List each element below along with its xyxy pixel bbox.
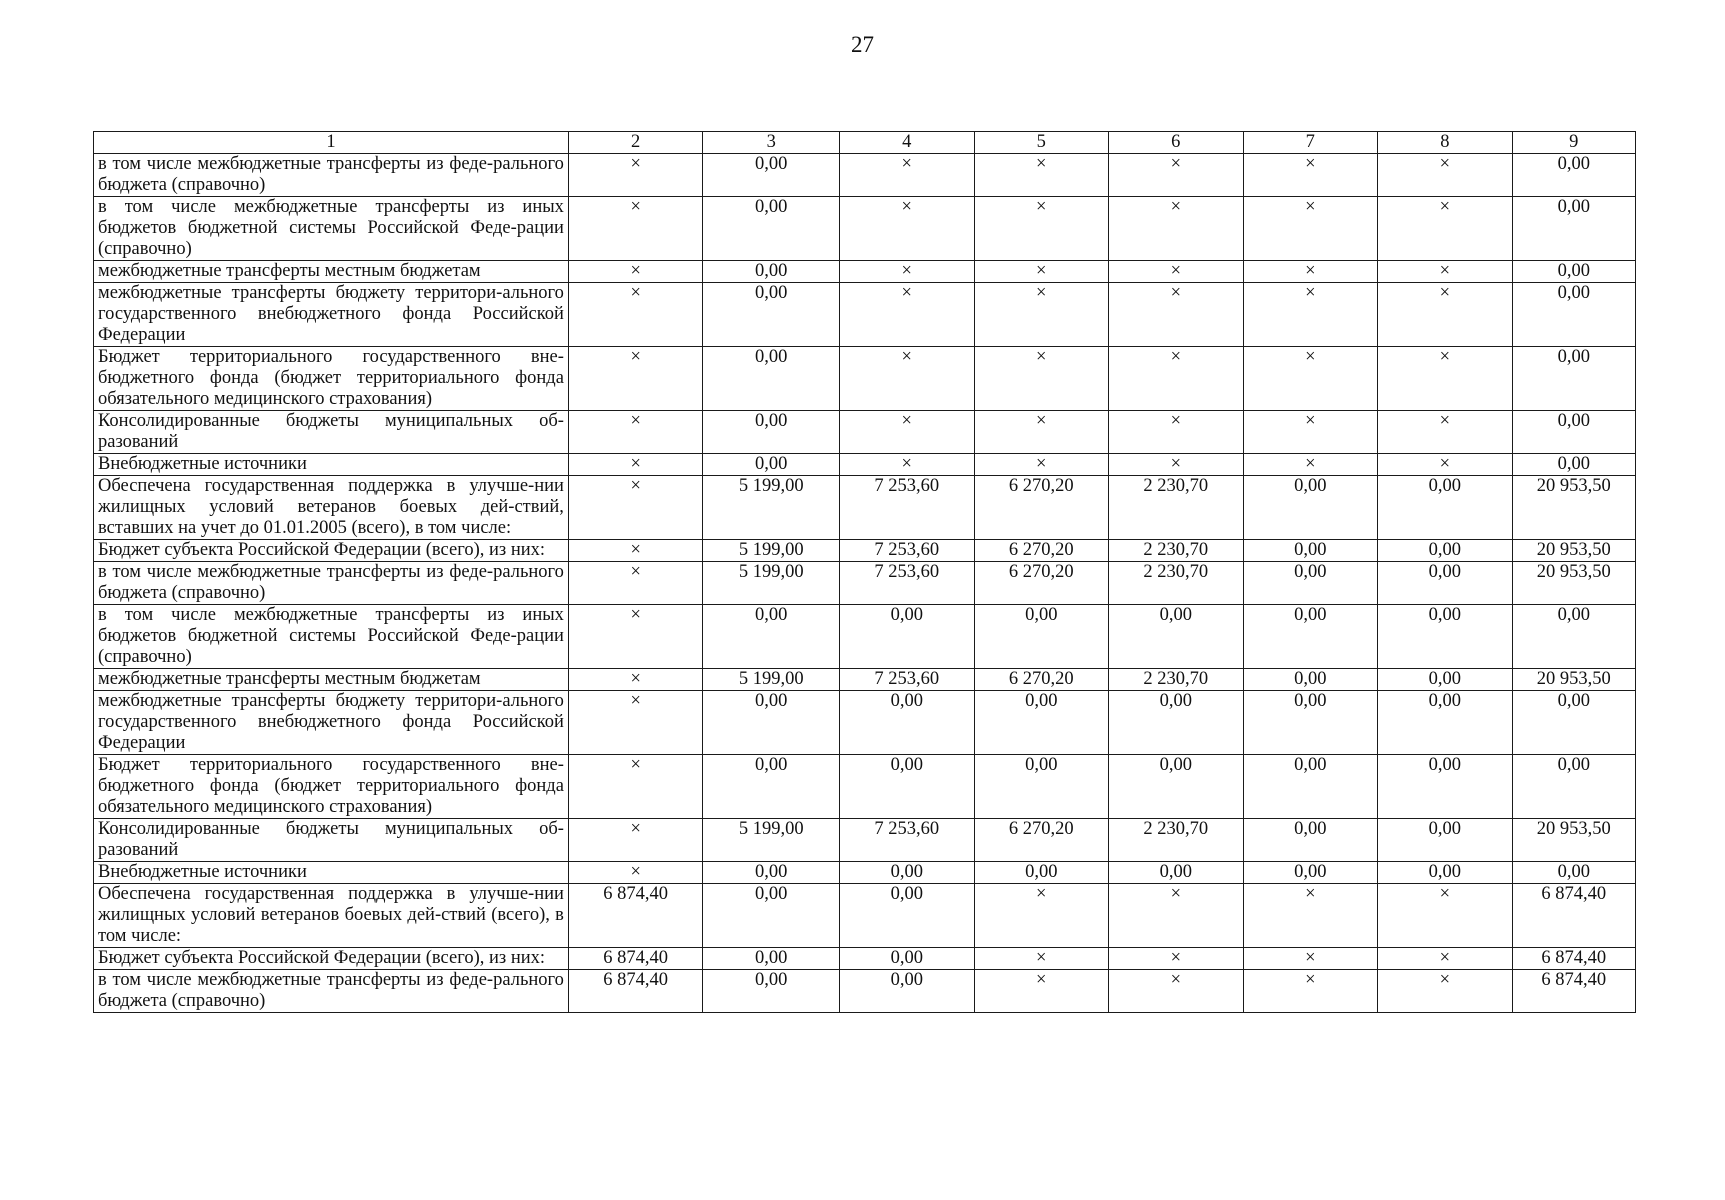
value-cell: × <box>974 283 1109 347</box>
value-cell: 0,00 <box>703 691 840 755</box>
value-cell: × <box>1378 197 1513 261</box>
value-cell: 0,00 <box>1109 605 1244 669</box>
table-row <box>94 411 1636 454</box>
value-cell: × <box>1378 347 1513 411</box>
value-cell: × <box>840 261 975 283</box>
table-row <box>94 970 1636 1013</box>
value-cell: × <box>1378 411 1513 454</box>
value-cell: 0,00 <box>840 691 975 755</box>
value-cell: 6 270,20 <box>974 669 1109 691</box>
table-row <box>94 755 1636 819</box>
row-label: Внебюджетные источники <box>94 454 569 476</box>
value-cell: × <box>1243 347 1378 411</box>
value-cell: 0,00 <box>1109 862 1244 884</box>
value-cell: × <box>974 411 1109 454</box>
value-cell: × <box>840 411 975 454</box>
table-row <box>94 454 1636 476</box>
table-row <box>94 283 1636 347</box>
value-cell: 0,00 <box>1109 755 1244 819</box>
value-cell: × <box>1243 948 1378 970</box>
value-cell: 0,00 <box>974 691 1109 755</box>
table-row <box>94 154 1636 197</box>
value-cell: × <box>568 411 703 454</box>
table-row <box>94 884 1636 948</box>
table-row <box>94 862 1636 884</box>
value-cell: 0,00 <box>1512 261 1635 283</box>
header-cell: 8 <box>1378 132 1513 154</box>
page-number: 27 <box>851 32 874 57</box>
value-cell: 0,00 <box>1243 669 1378 691</box>
value-cell: 0,00 <box>1243 540 1378 562</box>
value-cell: × <box>1109 283 1244 347</box>
value-cell: 0,00 <box>1512 347 1635 411</box>
row-label: в том числе межбюджетные трансферты из феде-рального бюджета (справочно) <box>94 562 569 605</box>
value-cell: 0,00 <box>1378 605 1513 669</box>
value-cell: × <box>840 347 975 411</box>
value-cell: 0,00 <box>703 347 840 411</box>
header-cell: 7 <box>1243 132 1378 154</box>
value-cell: × <box>1378 283 1513 347</box>
header-cell: 2 <box>568 132 703 154</box>
value-cell: × <box>568 605 703 669</box>
value-cell: 7 253,60 <box>840 819 975 862</box>
value-cell: × <box>1243 197 1378 261</box>
value-cell: × <box>1109 970 1244 1013</box>
value-cell: 5 199,00 <box>703 562 840 605</box>
header-cell: 5 <box>974 132 1109 154</box>
value-cell: 0,00 <box>1512 755 1635 819</box>
value-cell: 0,00 <box>840 948 975 970</box>
value-cell: 0,00 <box>1109 691 1244 755</box>
value-cell: 7 253,60 <box>840 669 975 691</box>
value-cell: × <box>1109 197 1244 261</box>
header-cell: 3 <box>703 132 840 154</box>
value-cell: × <box>1109 884 1244 948</box>
table-row <box>94 948 1636 970</box>
value-cell: × <box>568 540 703 562</box>
value-cell: × <box>974 154 1109 197</box>
value-cell: 0,00 <box>840 755 975 819</box>
value-cell: 0,00 <box>1378 819 1513 862</box>
table-row <box>94 197 1636 261</box>
header-cell: 6 <box>1109 132 1244 154</box>
value-cell: 20 953,50 <box>1512 669 1635 691</box>
value-cell: 20 953,50 <box>1512 562 1635 605</box>
value-cell: 6 270,20 <box>974 476 1109 540</box>
value-cell: × <box>1378 948 1513 970</box>
value-cell: × <box>840 197 975 261</box>
value-cell: 2 230,70 <box>1109 562 1244 605</box>
row-label: Бюджет территориального государственного вне-бюджетного фонда (бюджет территориального фонда обязательного медицинского страхования) <box>94 755 569 819</box>
value-cell: 0,00 <box>1512 411 1635 454</box>
value-cell: 0,00 <box>703 970 840 1013</box>
value-cell: 0,00 <box>1243 691 1378 755</box>
value-cell: 0,00 <box>1512 862 1635 884</box>
value-cell: 6 874,40 <box>568 884 703 948</box>
value-cell: × <box>568 347 703 411</box>
table-row <box>94 347 1636 411</box>
table-row <box>94 476 1636 540</box>
row-label: межбюджетные трансферты бюджету территори-ального государственного внебюджетного фонда Российской Федерации <box>94 691 569 755</box>
value-cell: 6 874,40 <box>1512 970 1635 1013</box>
value-cell: × <box>568 283 703 347</box>
value-cell: × <box>568 819 703 862</box>
value-cell: 2 230,70 <box>1109 540 1244 562</box>
value-cell: × <box>1109 347 1244 411</box>
header-cell: 9 <box>1512 132 1635 154</box>
budget-table <box>93 131 1636 1013</box>
row-label: Обеспечена государственная поддержка в улучше-нии жилищных условий ветеранов боевых дей-ствий (всего), в том числе: <box>94 884 569 948</box>
value-cell: 0,00 <box>1378 691 1513 755</box>
value-cell: 5 199,00 <box>703 476 840 540</box>
row-label: Консолидированные бюджеты муниципальных об-разований <box>94 411 569 454</box>
value-cell: 20 953,50 <box>1512 540 1635 562</box>
value-cell: 0,00 <box>703 197 840 261</box>
value-cell: × <box>974 948 1109 970</box>
table-row <box>94 691 1636 755</box>
value-cell: × <box>974 884 1109 948</box>
value-cell: 0,00 <box>1378 562 1513 605</box>
value-cell: 0,00 <box>840 862 975 884</box>
table-body <box>94 132 1636 1013</box>
value-cell: × <box>568 476 703 540</box>
value-cell: × <box>1109 411 1244 454</box>
header-cell: 4 <box>840 132 975 154</box>
value-cell: 0,00 <box>1378 862 1513 884</box>
value-cell: × <box>1243 283 1378 347</box>
row-label: в том числе межбюджетные трансферты из феде-рального бюджета (справочно) <box>94 970 569 1013</box>
value-cell: 0,00 <box>1512 154 1635 197</box>
value-cell: 6 270,20 <box>974 819 1109 862</box>
row-label: межбюджетные трансферты местным бюджетам <box>94 261 569 283</box>
value-cell: 2 230,70 <box>1109 669 1244 691</box>
value-cell: 2 230,70 <box>1109 819 1244 862</box>
value-cell: × <box>568 691 703 755</box>
table-row <box>94 605 1636 669</box>
value-cell: × <box>840 154 975 197</box>
value-cell: 0,00 <box>974 862 1109 884</box>
value-cell: 0,00 <box>1378 540 1513 562</box>
value-cell: × <box>568 669 703 691</box>
value-cell: × <box>568 862 703 884</box>
row-label: межбюджетные трансферты местным бюджетам <box>94 669 569 691</box>
value-cell: 6 270,20 <box>974 562 1109 605</box>
value-cell: 0,00 <box>840 605 975 669</box>
value-cell: × <box>1243 884 1378 948</box>
value-cell: × <box>568 154 703 197</box>
value-cell: × <box>1109 261 1244 283</box>
row-label: в том числе межбюджетные трансферты из феде-ральнoго бюджета (справочно) <box>94 154 569 197</box>
value-cell: 0,00 <box>703 411 840 454</box>
value-cell: × <box>1378 154 1513 197</box>
value-cell: × <box>1378 884 1513 948</box>
row-label: в том числе межбюджетные трансферты из иных бюджетов бюджетной системы Российской Феде-рации (справочно) <box>94 605 569 669</box>
value-cell: × <box>1243 411 1378 454</box>
value-cell: 0,00 <box>1243 476 1378 540</box>
value-cell: 0,00 <box>1243 562 1378 605</box>
value-cell: 0,00 <box>703 454 840 476</box>
value-cell: 6 874,40 <box>1512 948 1635 970</box>
value-cell: × <box>974 454 1109 476</box>
value-cell: 0,00 <box>1378 755 1513 819</box>
value-cell: 0,00 <box>1243 862 1378 884</box>
value-cell: 6 874,40 <box>568 948 703 970</box>
value-cell: 7 253,60 <box>840 562 975 605</box>
row-label: Бюджет субъекта Российской Федерации (всего), из них: <box>94 948 569 970</box>
value-cell: 0,00 <box>1243 605 1378 669</box>
value-cell: 0,00 <box>703 884 840 948</box>
row-label: Бюджет субъекта Российской Федерации (всего), из них: <box>94 540 569 562</box>
value-cell: 20 953,50 <box>1512 476 1635 540</box>
value-cell: 0,00 <box>703 154 840 197</box>
value-cell: × <box>1243 454 1378 476</box>
value-cell: × <box>1243 970 1378 1013</box>
value-cell: × <box>568 454 703 476</box>
row-label: Консолидированные бюджеты муниципальных об-разований <box>94 819 569 862</box>
value-cell: 0,00 <box>1243 819 1378 862</box>
value-cell: 6 874,40 <box>568 970 703 1013</box>
value-cell: × <box>1243 154 1378 197</box>
value-cell: 0,00 <box>1243 755 1378 819</box>
table-row <box>94 669 1636 691</box>
row-label: Бюджет территориального государственного вне-бюджетного фонда (бюджет территориального фонда обязательного медицинского страхования) <box>94 347 569 411</box>
value-cell: 7 253,60 <box>840 476 975 540</box>
value-cell: 0,00 <box>1378 476 1513 540</box>
value-cell: × <box>568 562 703 605</box>
value-cell: 0,00 <box>840 970 975 1013</box>
value-cell: 5 199,00 <box>703 669 840 691</box>
value-cell: 0,00 <box>1512 691 1635 755</box>
header-cell: 1 <box>94 132 569 154</box>
value-cell: 0,00 <box>703 948 840 970</box>
table-row <box>94 261 1636 283</box>
value-cell: 7 253,60 <box>840 540 975 562</box>
value-cell: 0,00 <box>1512 283 1635 347</box>
value-cell: 0,00 <box>703 283 840 347</box>
value-cell: × <box>1109 154 1244 197</box>
value-cell: 0,00 <box>1512 605 1635 669</box>
value-cell: 5 199,00 <box>703 819 840 862</box>
value-cell: × <box>974 347 1109 411</box>
value-cell: 0,00 <box>703 605 840 669</box>
value-cell: × <box>568 755 703 819</box>
value-cell: 2 230,70 <box>1109 476 1244 540</box>
row-label: Обеспечена государственная поддержка в улучше-нии жилищных условий ветеранов боевых дей-ствий, вставших на учет до 01.01.2005 (всего), в том числе: <box>94 476 569 540</box>
value-cell: 0,00 <box>703 862 840 884</box>
value-cell: 6 270,20 <box>974 540 1109 562</box>
value-cell: 0,00 <box>974 755 1109 819</box>
value-cell: × <box>840 283 975 347</box>
value-cell: × <box>974 261 1109 283</box>
value-cell: 0,00 <box>703 261 840 283</box>
row-label: в том числе межбюджетные трансферты из иных бюджетов бюджетной системы Российской Феде-рации (справочно) <box>94 197 569 261</box>
table-row <box>94 562 1636 605</box>
value-cell: 6 874,40 <box>1512 884 1635 948</box>
value-cell: 0,00 <box>1512 454 1635 476</box>
table-row <box>94 540 1636 562</box>
value-cell: × <box>1109 454 1244 476</box>
value-cell: 0,00 <box>1378 669 1513 691</box>
row-label: межбюджетные трансферты бюджету территори-ального государственного внебюджетного фонда Российской Федерации <box>94 283 569 347</box>
value-cell: × <box>1109 948 1244 970</box>
value-cell: × <box>1378 261 1513 283</box>
row-label: Внебюджетные источники <box>94 862 569 884</box>
value-cell: 20 953,50 <box>1512 819 1635 862</box>
value-cell: × <box>1378 454 1513 476</box>
value-cell: 0,00 <box>974 605 1109 669</box>
value-cell: × <box>1243 261 1378 283</box>
table-header-row <box>94 132 1636 154</box>
value-cell: 0,00 <box>703 755 840 819</box>
value-cell: × <box>840 454 975 476</box>
value-cell: × <box>568 197 703 261</box>
value-cell: × <box>974 970 1109 1013</box>
value-cell: × <box>568 261 703 283</box>
value-cell: × <box>974 197 1109 261</box>
value-cell: 5 199,00 <box>703 540 840 562</box>
value-cell: 0,00 <box>840 884 975 948</box>
value-cell: 0,00 <box>1512 197 1635 261</box>
value-cell: × <box>1378 970 1513 1013</box>
table-row <box>94 819 1636 862</box>
